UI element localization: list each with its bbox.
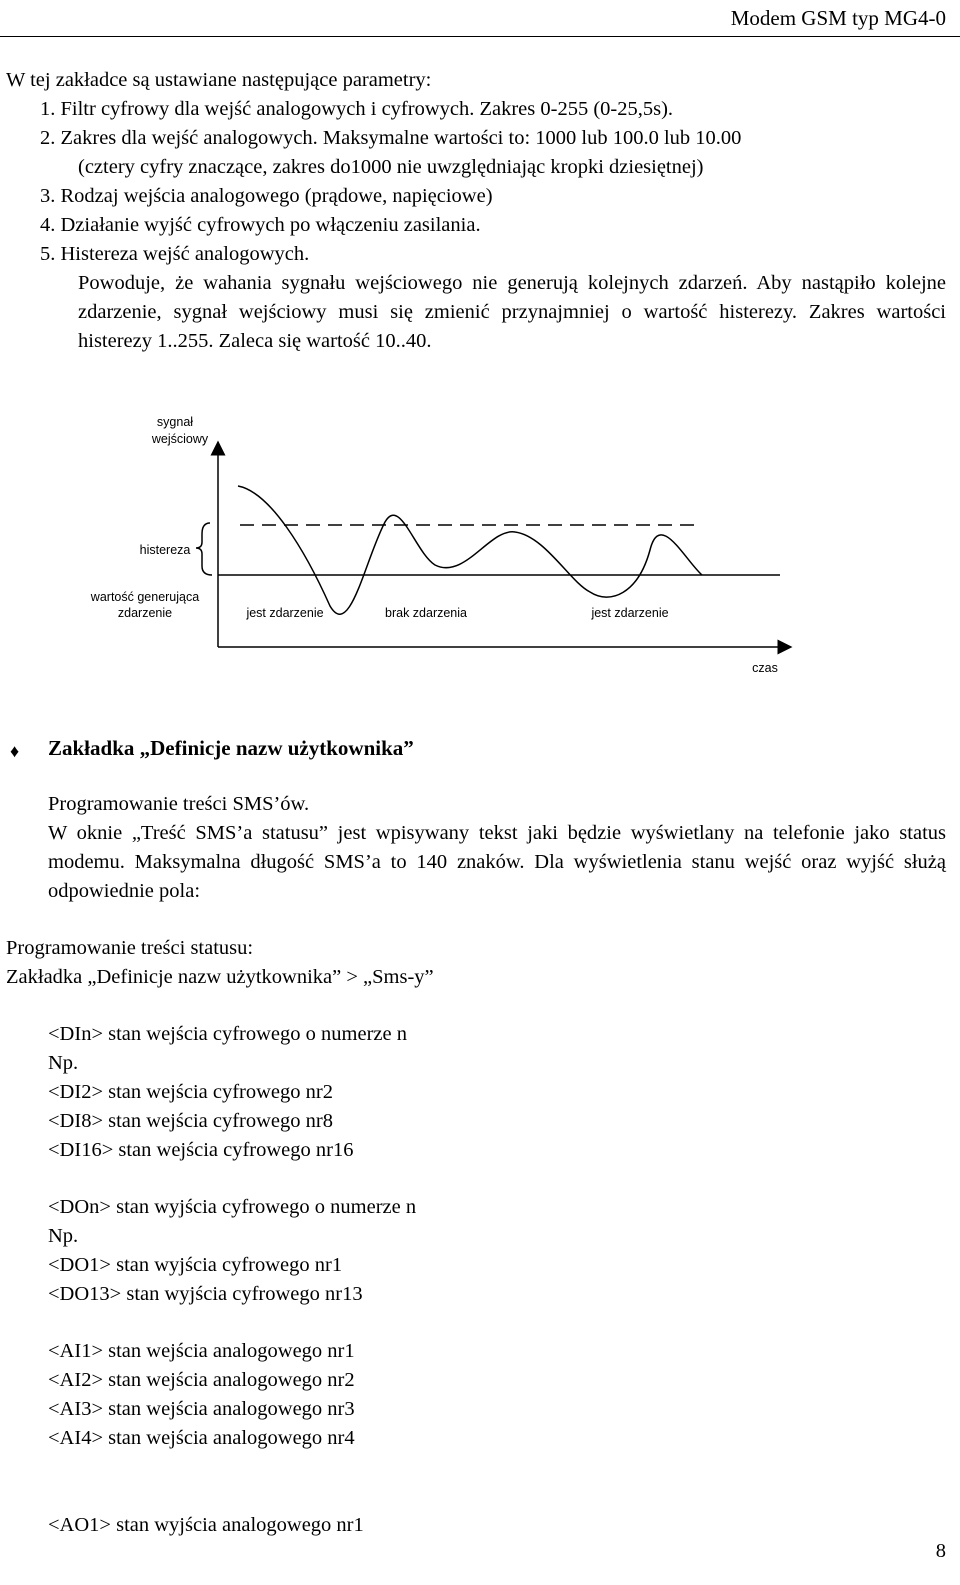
param-item-2: 2. Zakres dla wejść analogowych. Maksymalne wartości to: 1000 lub 100.0 lub 10.00 (40, 127, 742, 149)
event-label-3: jest zdarzenie (591, 606, 669, 620)
y-axis-label-line2: wejściowy (151, 432, 209, 446)
hysteresis-diagram (0, 400, 960, 700)
status-heading: Programowanie treści statusu: (6, 937, 254, 959)
running-header: Modem GSM typ MG4-0 (730, 6, 946, 30)
list-item: <DI16> stan wejścia cyfrowego nr16 (48, 1139, 354, 1161)
list-item: Np. (48, 1052, 79, 1074)
event-label-1: jest zdarzenie (246, 606, 324, 620)
threshold-label-line1: wartość generująca (90, 590, 200, 604)
section-bullet-icon: ♦ (10, 741, 20, 761)
x-axis-label: czas (752, 661, 778, 675)
list-item: <AI4> stan wejścia analogowego nr4 (48, 1427, 355, 1449)
list-item: <DO1> stan wyjścia cyfrowego nr1 (48, 1254, 343, 1276)
list-item: <DI2> stan wejścia cyfrowego nr2 (48, 1081, 333, 1103)
hysteresis-label: histereza (139, 543, 191, 557)
list-item: <AI1> stan wejścia analogowego nr1 (48, 1340, 355, 1362)
list-item: <DO13> stan wyjścia cyfrowego nr13 (48, 1283, 363, 1305)
param-item-2-note: (cztery cyfry znaczące, zakres do1000 nie uwzględniając kropki dziesiętnej) (78, 156, 704, 178)
list-item: <AI3> stan wejścia analogowego nr3 (48, 1398, 355, 1420)
input-signal-curve (238, 486, 702, 614)
section-title: Zakładka „Definicje nazw użytkownika” (48, 736, 414, 760)
param-item-3: 3. Rodzaj wejścia analogowego (prądowe, napięciowe) (40, 185, 493, 207)
list-item: <AI2> stan wejścia analogowego nr2 (48, 1369, 355, 1391)
list-item: Np. (48, 1225, 79, 1247)
page-number: 8 (935, 1540, 946, 1562)
hysteresis-description: Powoduje, że wahania sygnału wejściowego nie generują kolejnych zdarzeń. Aby nastąpiło kolejne zdarzenie, sygnał wejściowy musi się zmienić przynajmniej o wartość histerezy. Zakres wartości histerezy 1..255. Zaleca się wartość 10..40. (78, 272, 946, 352)
param-item-4: 4. Działanie wyjść cyfrowych po włączeniu zasilania. (40, 214, 481, 236)
list-item: <DOn> stan wyjścia cyfrowego o numerze n (48, 1196, 417, 1218)
list-item: <AO1> stan wyjścia analogowego nr1 (48, 1514, 364, 1536)
param-item-5: 5. Histereza wejść analogowych. (40, 243, 310, 265)
header-rule (0, 36, 960, 37)
threshold-label-line2: zdarzenie (117, 606, 173, 620)
section-subtitle: Programowanie treści SMS’ów. (48, 793, 310, 815)
intro-text: W tej zakładce są ustawiane następujące parametry: (6, 69, 432, 91)
list-item: <DI8> stan wejścia cyfrowego nr8 (48, 1110, 333, 1132)
hysteresis-brace (196, 523, 212, 575)
param-item-1: 1. Filtr cyfrowy dla wejść analogowych i cyfrowych. Zakres 0-255 (0-25,5s). (40, 98, 674, 120)
event-label-2: brak zdarzenia (385, 606, 467, 620)
list-item: <DIn> stan wejścia cyfrowego o numerze n (48, 1023, 407, 1045)
status-path: Zakładka „Definicje nazw użytkownika” > „Sms-y” (6, 966, 434, 988)
y-axis-label-line1: sygnał (156, 415, 194, 429)
section-body: W oknie „Treść SMS’a statusu” jest wpisywany tekst jaki będzie wyświetlany na telefonie jako status modemu. Maksymalna długość SMS’a to 140 znaków. Dla wyświetlenia stanu wejść oraz wyjść służą odpowiednie pola: (48, 822, 946, 902)
